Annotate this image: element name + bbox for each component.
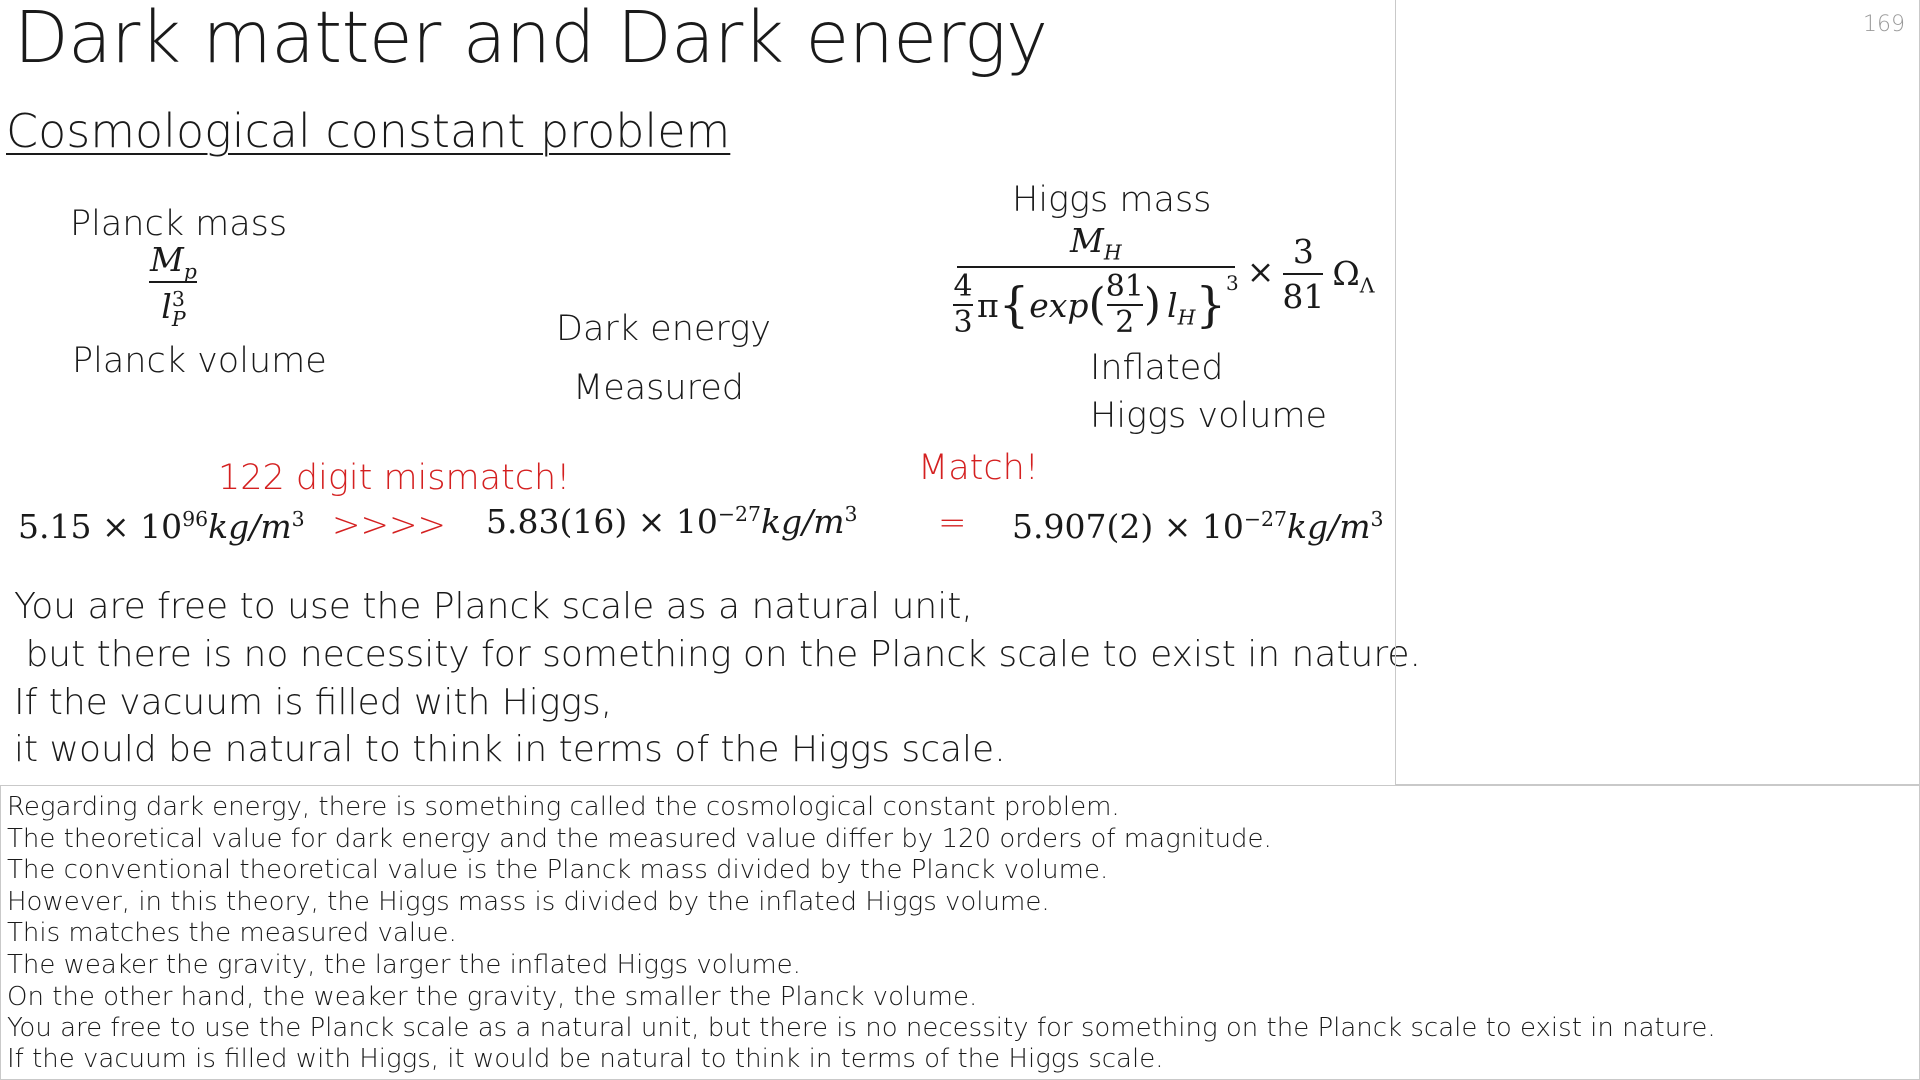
higgs-volume-label: Higgs volume [1090, 396, 1328, 436]
note-line: The theoretical value for dark energy and the measured value differ by 120 orders of magnitude. [7, 824, 1272, 854]
body-line: but there is no necessity for something on the Planck scale to exist in nature. [14, 634, 1421, 675]
higgs-numerator: $M_H$ [1070, 221, 1122, 265]
higgs-denominator: 4 3 π { exp ( 81 2 ) $l_H$ } $^3$ [953, 269, 1239, 340]
planck-volume-label: Planck volume [72, 341, 327, 381]
note-line: Regarding dark energy, there is something called the cosmological constant problem. [7, 792, 1120, 822]
measured-label: Measured [573, 368, 744, 408]
note-line: You are free to use the Planck scale as a natural unit, but there is no necessity for something on the Planck scale to exist in nature. [7, 1013, 1716, 1043]
planck-mass-label: Planck mass [70, 204, 288, 244]
match-label: Match! [918, 448, 1039, 488]
note-line: This matches the measured value. [7, 918, 457, 948]
equals-sign: = [938, 503, 967, 543]
body-line: it would be natural to think in terms of the Higgs scale. [14, 729, 1006, 770]
dark-energy-label: Dark energy [556, 309, 771, 349]
note-line: The conventional theoretical value is the Planck mass divided by the Planck volume. [7, 855, 1109, 885]
slide-subtitle: Cosmological constant problem [6, 104, 731, 158]
note-line: However, in this theory, the Higgs mass is divided by the inflated Higgs volume. [7, 887, 1050, 917]
speaker-notes[interactable] [0, 785, 1920, 1080]
planck-numerator: $M_p$ [150, 240, 197, 284]
mismatch-label: 122 digit mismatch! [218, 458, 571, 498]
body-line: If the vacuum is filled with Higgs, [14, 682, 613, 723]
planck-denominator: l 3 P [161, 286, 186, 331]
note-line: If the vacuum is filled with Higgs, it would be natural to think in terms of the Higgs scale. [7, 1044, 1164, 1074]
slide-title: Dark matter and Dark energy [14, 0, 1048, 79]
body-line: You are free to use the Planck scale as a natural unit, [14, 586, 973, 627]
side-panel [1395, 0, 1920, 785]
higgs-formula: $M_H$ 4 3 π { exp ( 81 2 ) $l_H$ } $^3$ × 3 81 $\Omega_\Lambda$ [953, 221, 1375, 340]
inflated-label: Inflated [1090, 348, 1224, 388]
higgs-mass-label: Higgs mass [1012, 180, 1212, 220]
measured-value: $5.83(16) \times 10^{-27}kg/m^3$ [486, 502, 858, 541]
page-number: 169 [1863, 12, 1905, 37]
greater-than-arrows: >>>> [332, 505, 446, 545]
higgs-value: $5.907(2) \times 10^{-27}kg/m^3$ [1012, 507, 1384, 546]
planck-value: $5.15 \times 10^{96}kg/m^3$ [18, 507, 305, 546]
note-line: The weaker the gravity, the larger the inflated Higgs volume. [7, 950, 801, 980]
planck-fraction [146, 240, 201, 329]
note-line: On the other hand, the weaker the gravity, the smaller the Planck volume. [7, 982, 978, 1012]
